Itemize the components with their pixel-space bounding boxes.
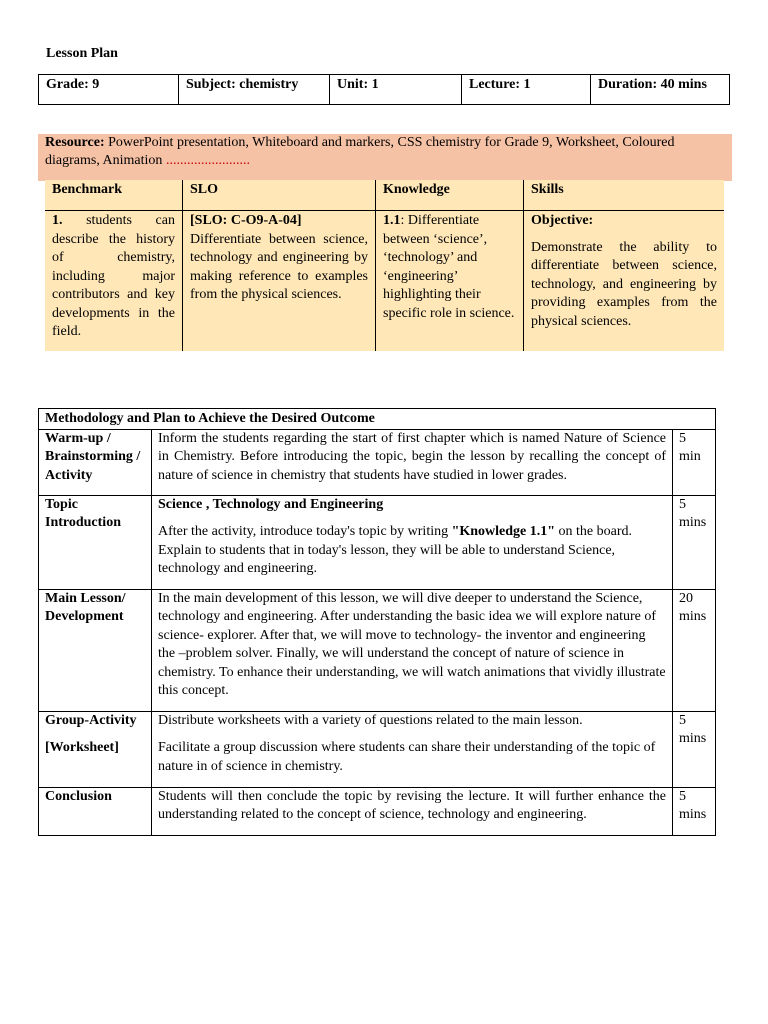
objective-text: Demonstrate the ability to differentiate between science, technology, and engineering by providing examples from the physical sciences.	[531, 239, 717, 329]
knowledge-cell	[376, 211, 524, 352]
slo-header: SLO	[183, 180, 376, 211]
methodology-table	[38, 408, 716, 836]
lecture-cell: Lecture: 1	[462, 75, 591, 105]
skills-cell	[524, 211, 725, 352]
topic-intro-label: Topic Introduction	[39, 495, 152, 589]
slo-cell	[183, 211, 376, 352]
slo-text: Differentiate between science, technology and engineering by making reference to examples from the physical sciences.	[190, 231, 368, 302]
group-activity-text: Distribute worksheets with a variety of questions related to the main lesson.	[158, 712, 583, 728]
resource-dots: ........................	[165, 153, 250, 168]
topic-intro-text	[158, 523, 666, 579]
lesson-header-table	[38, 74, 730, 105]
benchmark-text: students can describe the history of chemistry, including major contributors and key developments in the field.	[52, 213, 175, 339]
topic-heading: Science , Technology and Engineering	[158, 496, 384, 512]
grade-cell: Grade: 9	[39, 75, 179, 105]
main-lesson-text: In the main development of this lesson, we will dive deeper to understand the Science, technology and engineering. After understanding the basic idea we will explore nature of science- explorer. After that, we will move to technology- the inventor and engineering the –problem solver. Finally, we will understand the concept of nature of science in chemistry. To enhance their understanding, we will watch animations that vividly illustrate this concept.	[152, 589, 673, 711]
duration-cell: Duration: 40 mins	[591, 75, 730, 105]
knowledge-text: : Differentiate between ‘science’, ‘technology’ and ‘engineering’ highlighting their specific role in science.	[383, 213, 515, 321]
topic-intro-cell	[152, 495, 673, 589]
benchmark-cell	[45, 211, 183, 352]
main-lesson-label: Main Lesson/ Development	[39, 589, 152, 711]
worksheet-label: [Worksheet]	[45, 740, 119, 755]
benchmark-number: 1.	[52, 213, 63, 228]
group-activity-cell	[152, 711, 673, 787]
resource-label: Resource:	[45, 135, 105, 150]
slo-table	[45, 180, 724, 351]
warmup-text: Inform the students regarding the start of first chapter which is named Nature of Science in Chemistry. Before introducing the topic, begin the lesson by recalling the concept of nature of science in chemistry that students have studied in lower grades.	[152, 429, 673, 495]
resource-box	[38, 134, 732, 181]
topic-intro-text-post: on the board. Explain to students that in today's lesson, they will be able to understand Science, technology and engineering.	[158, 524, 633, 576]
subject-cell: Subject: chemistry	[179, 75, 330, 105]
topic-intro-text-pre: After the activity, introduce today's topic by writing	[158, 524, 452, 539]
knowledge-header: Knowledge	[376, 180, 524, 211]
topic-intro-duration: 5 mins	[673, 495, 716, 589]
benchmark-header: Benchmark	[45, 180, 183, 211]
slo-code: [SLO: C-O9-A-04]	[190, 213, 302, 228]
group-activity-label-cell	[39, 711, 152, 787]
group-activity-text-2: Facilitate a group discussion where students can share their understanding of the topic of nature in of science in chemistry.	[158, 740, 656, 774]
unit-cell: Unit: 1	[330, 75, 462, 105]
main-lesson-duration: 20 mins	[673, 589, 716, 711]
knowledge-number: 1.1	[383, 213, 401, 228]
group-activity-duration: 5 mins	[673, 711, 716, 787]
document-title: Lesson Plan	[46, 46, 118, 61]
conclusion-text: Students will then conclude the topic by revising the lecture. It will further enhance the understanding related to the concept of science, technology and engineering.	[152, 787, 673, 835]
resource-text: PowerPoint presentation, Whiteboard and markers, CSS chemistry for Grade 9, Worksheet, Coloured diagrams, Animation	[45, 135, 675, 168]
group-activity-label: Group-Activity	[45, 712, 137, 728]
objective-title: Objective:	[531, 213, 594, 228]
methodology-title: Methodology and Plan to Achieve the Desired Outcome	[39, 409, 716, 430]
warmup-label: Warm-up / Brainstorming / Activity	[39, 429, 152, 495]
conclusion-label: Conclusion	[39, 787, 152, 835]
skills-header: Skills	[524, 180, 725, 211]
conclusion-duration: 5 mins	[673, 787, 716, 835]
topic-intro-knowledge: "Knowledge 1.1"	[451, 524, 556, 539]
warmup-duration: 5 min	[673, 429, 716, 495]
